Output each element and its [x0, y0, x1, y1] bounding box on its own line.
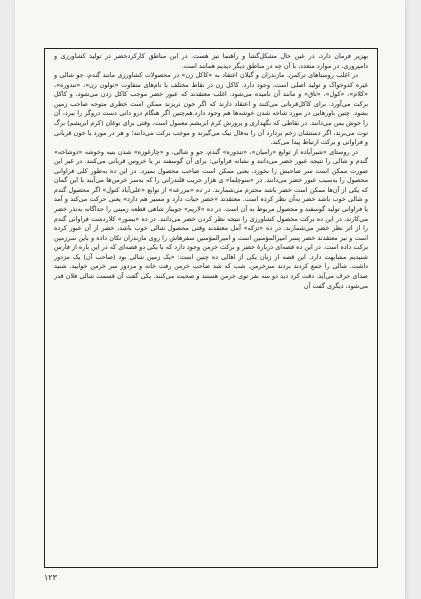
paragraph-3: در روستای «شیرآباده از توابع «رامیان»، «تندوره» گندم، جو و شالی، و «چارغوزه» شدن بنیه وخوشه «دوشاخه» گندم و شالی را نتیجه عبور خضر می‌دانند و نشانه فراوانی: برای آن گوسفند نر یا خروس قربانی می‌کنند. در غیر این صورت ممکن است سر صاحبش را بخورد، یعنی ممکن است صاحب محصول بمیرد. در این ده به‌طور کلی فراوانی محصول را به‌سبب عبور خضر می‌دانند. در «سوچلما» ی هزار جریب قلندرانی را که به‌سر خرمن‌ها می‌آیند با این گمان که یکی از آن‌ها ممکن است خضر باشد محترم می‌شمارند. در ده «مزرعه» از توابع «علی‌آباد کتول» اگر محصول گندم و شالی خوب باشد خضر به‌آن نظر کرده است. معتقدند «خضر حیات دارد و مسیر هم دارد» یعنی حرکت می‌کند و آمد یا فراوانی تولید گوسفند و محصول مربوط به آن است. در ده «لاریم» جویبار شاهی قطعه زمینی را جداگانه به‌نذر خضر می‌کارند. در این ده برکت محصول کشاورزی را نتیجه نظر کردن خضر می‌دانند. در ده «بیمور» کلاردشت فراوانی گندم را از اثر نظر خضر می‌شمارند. در ده «تزکه» آمل معتقدند وقتی محصول شالی خوب باشد، خضر از آن عبور کرده است و نیز معتقدند خضر پسر امیرالمؤمنین است و امیرالمؤمنین سفرهاش را روی مازندران تکان داده و باین سرزمین برکت داده است. در این ده قصه‌ای دربارۀ خضر و برکت خرمن وجود دارد که با یکی دو قصه‌ای که در این باره از فارس شنیدیم مشابهت دارد. این قصه از زبان یکی از اهالی ده چنین است: «یک زمین شالی بود (صاحب آن) یک مزدور داشت. شالی را جمع کردند بردند سرخرمن. شب که شد صاحب خرمن رفت خانه و مزدور سر خرمن خوابید. شنید صدای حرف می‌آید. دقت کرد دید دو سه نفر توی خرمن هستند و صحبت می‌کنند. یکی گفت آن قسمت شالی فلان قدر می‌شود، دیگری گفت آن	[54, 147, 368, 290]
page-number: ۱۲۳	[44, 573, 57, 582]
body-text	[54, 52, 368, 564]
paragraph-2: در اغلب روستاهای ترکمن، مازندران و گیلان اعتقاد به «کاکل زن» در محصولات کشاورزی مانند گندم، جو شالی و غیره کدوخواک و تولید اصلی است، وجود دارد. کاکل زن در نقاط مختلف با نام‌های متفاوت «تولون زن»، «تندوره»، «کلام»، «کول»، «تاق» و مانند آن نامیده می‌شود. اغلب معتقدند که عبور خضر موجب کاکل زدن می‌شود، و کاکل برکت می‌آورد. برای کاکل‌قربانی می‌کنند و اعتقاد دارند که اگر خون نریزند ممکن است خطری متوجه صاحب زمین بشود. چنین باورهایی در مورد شاخه شدن خوشه‌ها هم وجود دارد.هم‌چنین اگر هنگام درو دانی دست دروگر را ببرد، آن را خوش یمن می‌دانند. در نقاطی که نگهداری و پرورش کرم ابریشم معمول است، وقتی برای نوغان (کرم ابریشم) برگ توت می‌برند، اگر دستشان زخم بردارد آن را به‌فال نیک می‌گیرند و موجب برکت می‌دانند؛ و هر در مورد با خون قربانی و فراوانی و برکت ارتباط پیدا می‌کند.	[54, 71, 368, 147]
paragraph-1: بهزیر فرمان دارد، در عین حال مشکل‌گشا و راهنما نیز هست. در این مناطق کارکردخضر در تولید کشاورزی و دامپروری، در موارد متعدد، با آن چه در مناطق دیگر دیدیم همانند است.	[54, 52, 368, 70]
